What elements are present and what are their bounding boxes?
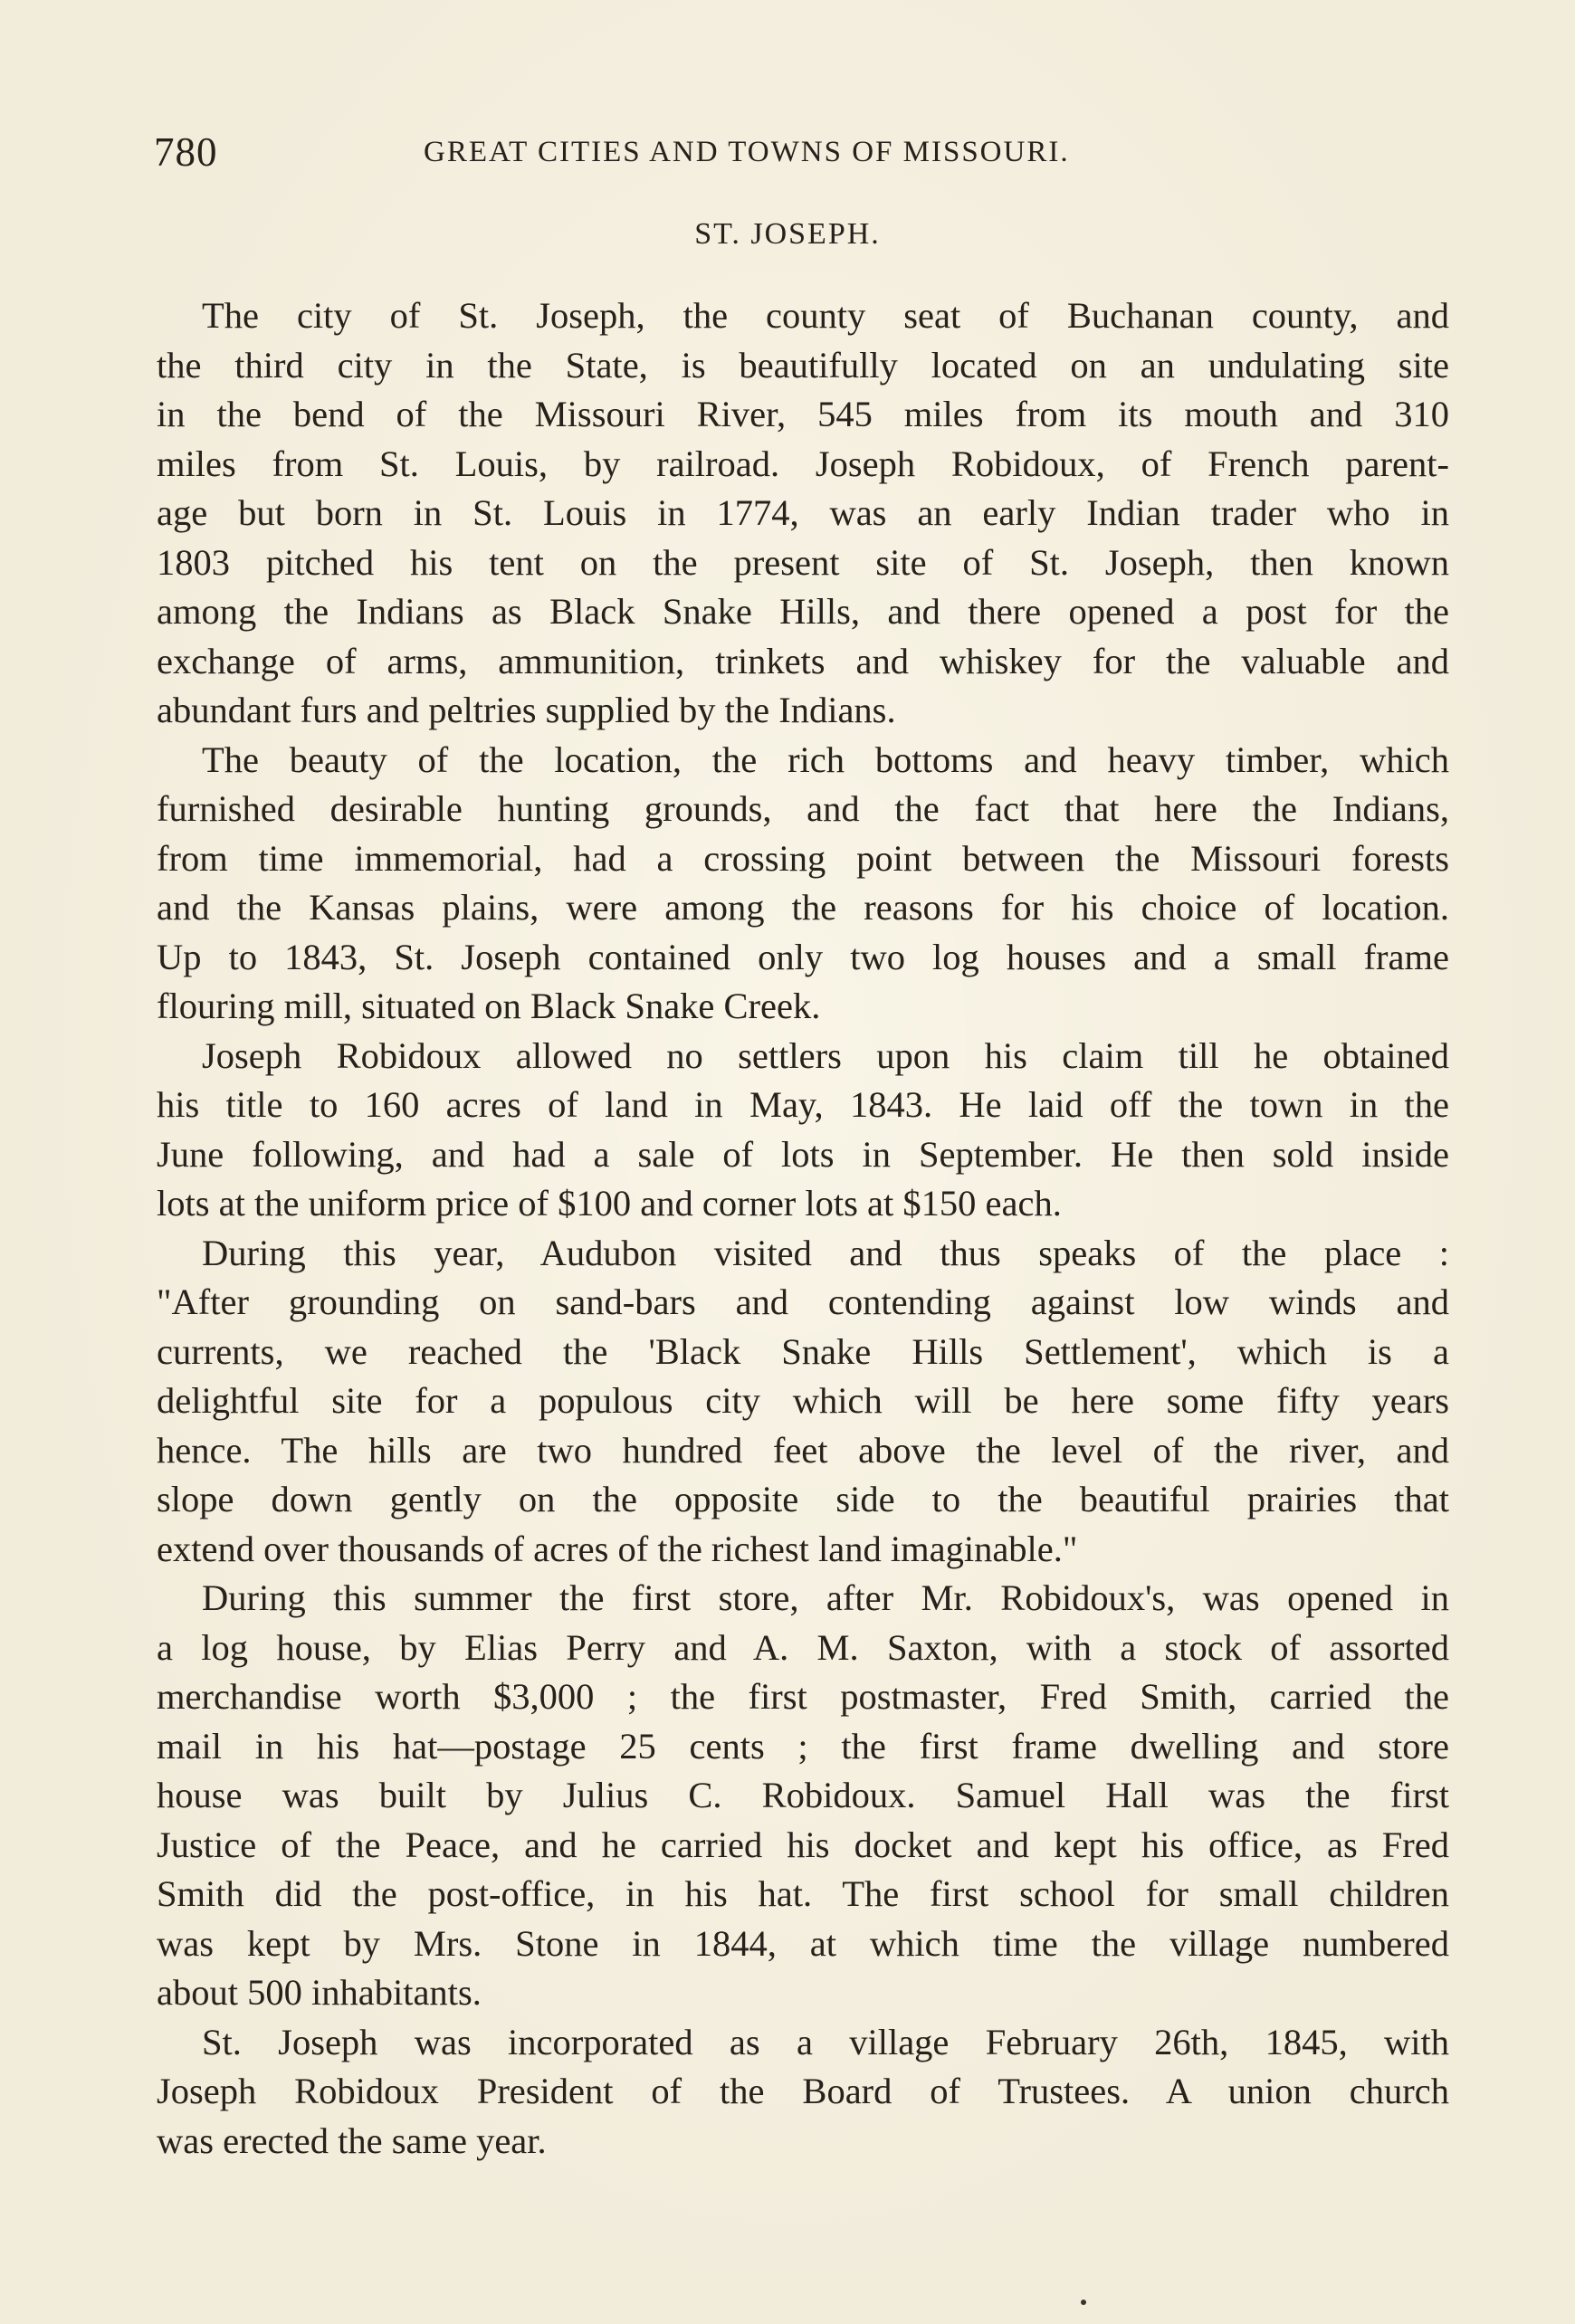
text-line: The beauty of the location, the rich bottoms and heavy timber, which <box>202 738 1449 780</box>
text-line: lots at the uniform price of $100 and corner lots at $150 each. <box>157 1183 1062 1224</box>
text-line: was kept by Mrs. Stone in 1844, at which time the village numbered <box>157 1922 1449 1964</box>
text-line: age but born in St. Louis in 1774, was an early Indian trader who in <box>157 492 1449 533</box>
text-line: During this year, Audubon visited and thus speaks of the place : <box>202 1232 1449 1273</box>
text-line: from time immemorial, had a crossing point between the Missouri forests <box>157 837 1449 879</box>
text-line: miles from St. Louis, by railroad. Joseph Robidoux, of French parent- <box>157 443 1449 484</box>
text-line: was erected the same year. <box>157 2119 547 2161</box>
text-line: his title to 160 acres of land in May, 1843. He laid off the town in the <box>157 1084 1449 1125</box>
body-text <box>157 291 1449 2166</box>
text-line: Justice of the Peace, and he carried his docket and kept his office, as Fred <box>157 1824 1449 1865</box>
page-number: 780 <box>154 129 218 175</box>
text-line: extend over thousands of acres of the richest land imaginable." <box>157 1528 1078 1569</box>
text-line: Smith did the post-office, in his hat. The first school for small children <box>157 1873 1449 1914</box>
text-line: abundant furs and peltries supplied by the Indians. <box>157 690 896 730</box>
ink-speck <box>1081 2300 1086 2305</box>
text-line: hence. The hills are two hundred feet above the level of the river, and <box>157 1429 1449 1471</box>
text-line: During this summer the first store, after Mr. Robidoux's, was opened in <box>202 1577 1449 1618</box>
text-line: Up to 1843, St. Joseph contained only two log houses and a small frame <box>157 936 1449 977</box>
text-line: merchandise worth $3,000 ; the first postmaster, Fred Smith, carried the <box>157 1676 1449 1717</box>
text-line: The city of St. Joseph, the county seat of Buchanan county, and <box>202 295 1449 336</box>
text-line: St. Joseph was incorporated as a village February 26th, 1845, with <box>202 2021 1449 2062</box>
text-line: exchange of arms, ammunition, trinkets and whiskey for the valuable and <box>157 640 1449 681</box>
text-line: in the bend of the Missouri River, 545 miles from its mouth and 310 <box>157 394 1449 434</box>
text-line: currents, we reached the 'Black Snake Hills Settlement', which is a <box>157 1330 1449 1372</box>
text-line: about 500 inhabitants. <box>157 1972 482 2013</box>
text-line: house was built by Julius C. Robidoux. Samuel Hall was the first <box>157 1775 1449 1815</box>
text-line: flouring mill, situated on Black Snake Creek. <box>157 986 821 1026</box>
running-head <box>154 129 1448 183</box>
text-line: delightful site for a populous city which will be here some fifty years <box>157 1380 1449 1421</box>
text-line: and the Kansas plains, were among the reasons for his choice of location. <box>157 887 1449 928</box>
text-line: Joseph Robidoux President of the Board of Trustees. A union church <box>157 2071 1449 2111</box>
text-line: the third city in the State, is beautifully located on an undulating site <box>157 344 1449 386</box>
text-line: "After grounding on sand-bars and contending against low winds and <box>157 1281 1449 1322</box>
text-line: furnished desirable hunting grounds, and the fact that here the Indians, <box>157 788 1449 829</box>
section-title: ST. JOSEPH. <box>694 217 881 251</box>
text-line: among the Indians as Black Snake Hills, and there opened a post for the <box>157 591 1449 632</box>
text-line: mail in his hat—postage 25 cents ; the first frame dwelling and store <box>157 1725 1449 1767</box>
text-line: a log house, by Elias Perry and A. M. Saxton, with a stock of assorted <box>157 1626 1449 1668</box>
running-title: GREAT CITIES AND TOWNS OF MISSOURI. <box>424 136 1070 168</box>
text-line: 1803 pitched his tent on the present site of St. Joseph, then known <box>157 541 1449 583</box>
text-line: June following, and had a sale of lots in September. He then sold inside <box>157 1133 1449 1175</box>
text-line: Joseph Robidoux allowed no settlers upon his claim till he obtained <box>202 1034 1449 1076</box>
text-line: slope down gently on the opposite side to the beautiful prairies that <box>157 1479 1449 1519</box>
